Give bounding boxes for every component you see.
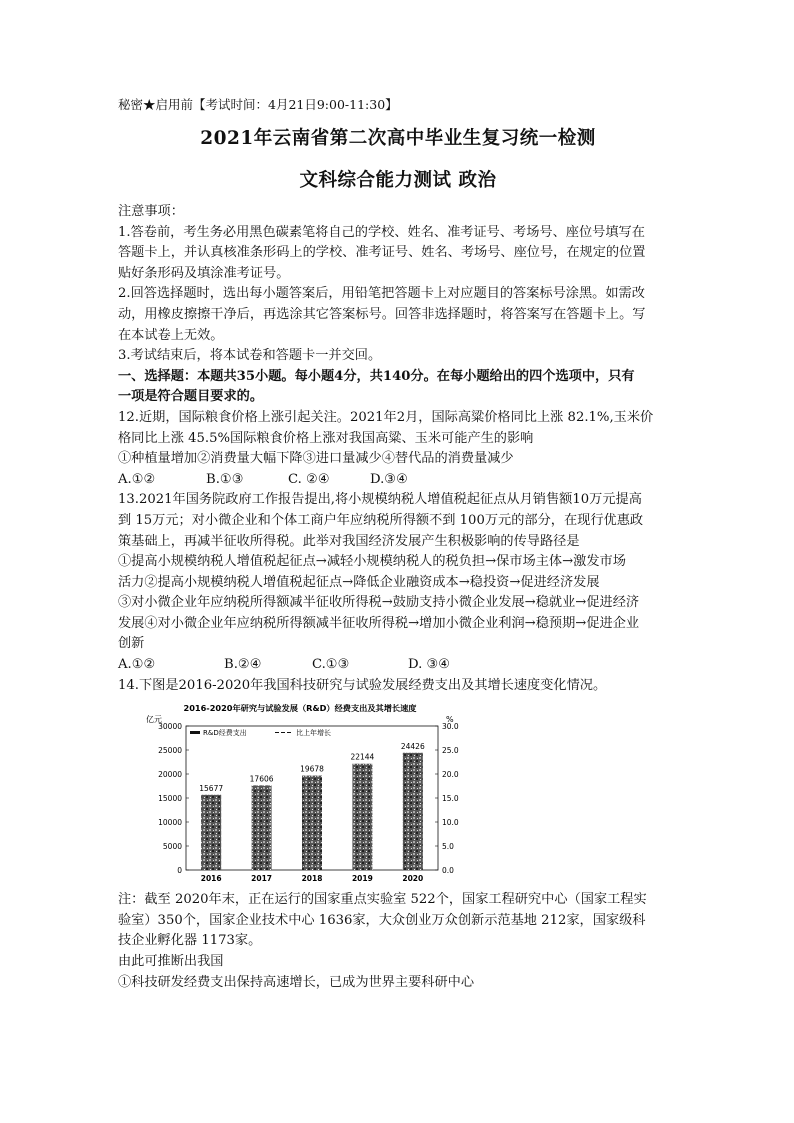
- category-label: 2020: [402, 874, 424, 884]
- right-tick-label: 0.0: [442, 866, 454, 876]
- category-label: 2018: [301, 874, 323, 884]
- q14-intro: 14.下图是2016-2020年我国科技研究与试验发展经费支出及其增长速度变化情况。: [118, 677, 607, 693]
- q12-line: 格同比上涨 45.5%国际粮食价格上涨对我国高粱、玉米可能产生的影响: [118, 430, 534, 446]
- section-heading-cont: 一项是符合题目要求的。: [118, 389, 264, 405]
- legend-bar-swatch: [190, 731, 200, 734]
- category-label: 2017: [251, 874, 273, 884]
- q12-options: [118, 470, 678, 491]
- section-heading: 一、选择题：本题共35小题。每小题4分，共140分。在每小题给出的四个选项中，只有: [118, 368, 635, 384]
- rd-chart-svg: [140, 700, 460, 890]
- chart-left-unit: 亿元: [146, 715, 162, 725]
- notice-line: 1.答卷前，考生务必用黑色碳素笔将自己的学校、姓名、准考证号、考场号、座位号填写在: [118, 224, 645, 240]
- left-tick-label: 30000: [158, 722, 182, 732]
- bar-value-label: 17606: [249, 774, 274, 784]
- chart-right-unit: %: [446, 715, 454, 725]
- right-tick-label: 30.0: [442, 722, 459, 732]
- left-tick-label: 0: [177, 866, 182, 876]
- left-tick-label: 20000: [158, 770, 182, 780]
- q12-option-d: D.③④: [370, 471, 408, 487]
- category-label: 2016: [200, 874, 222, 884]
- q14-note-line: 技企业孵化器 1173家。: [118, 933, 262, 949]
- rd-chart: [140, 700, 460, 890]
- rd-bar: [352, 764, 372, 870]
- exam-page: [118, 96, 678, 993]
- right-tick-label: 25.0: [442, 746, 459, 756]
- notice-line: 答题卡上，并认真核准条形码上的学校、准考证号、姓名、考场号、座位号，在规定的位置: [118, 245, 646, 261]
- notice-heading: 注意事项：: [118, 204, 184, 219]
- chart-legend: [190, 728, 331, 737]
- notice-line: 在本试卷上无效。: [118, 327, 224, 343]
- chart-title: 2016-2020年研究与试验发展（R&D）经费支出及其增长速度: [183, 703, 417, 714]
- legend-line-label: 比上年增长: [296, 729, 331, 738]
- q13-line: 策基础上，再减半征收所得税。此举对我国经济发展产生积极影响的传导路径是: [118, 533, 580, 549]
- bar-value-label: 19678: [300, 764, 324, 774]
- q13-line: 发展④对小微企业年应纳税所得额减半征收所得税→增加小微企业利润→稳预期→促进企业: [118, 615, 640, 631]
- left-tick-label: 5000: [162, 842, 182, 852]
- left-tick-label: 15000: [158, 794, 182, 804]
- q13-line: ③对小微企业年应纳税所得额减半征收所得税→鼓励支持小微企业发展→稳就业→促进经济: [118, 595, 640, 611]
- right-tick-label: 10.0: [442, 818, 459, 828]
- rd-bar: [252, 786, 272, 871]
- q13-option-b: B.②④: [224, 657, 262, 673]
- left-tick-label: 25000: [158, 746, 182, 756]
- rd-bar: [302, 776, 322, 870]
- q12-option-c: C. ②④: [288, 471, 330, 487]
- exam-title: 2021年云南省第二次高中毕业生复习统一检测: [200, 128, 596, 149]
- q13-line: 创新: [118, 636, 145, 652]
- bar-value-label: 22144: [350, 752, 375, 762]
- q13-line: 到 15万元；对小微企业和个体工商户年应纳税所得额不到 100万元的部分，在现行优惠政: [118, 512, 644, 528]
- bar-value-label: 15677: [199, 784, 224, 794]
- notice-line: 贴好条形码及填涂准考证号。: [118, 265, 290, 281]
- q12-option-a: A.①②: [118, 471, 156, 487]
- q14-note-line: 验室）350个，国家企业技术中心 1636家，大众创业万众创新示范基地 212家，国家级科: [118, 912, 646, 928]
- q12-line: 12.近期，国际粮食价格上涨引起关注。2021年2月，国际高粱价格同比上涨 82.1%,玉米价: [118, 409, 654, 425]
- right-tick-label: 15.0: [442, 794, 459, 804]
- q14-infer: 由此可推断出我国: [118, 954, 224, 970]
- right-tick-label: 5.0: [442, 842, 454, 852]
- legend-bar-label: R&D经费支出: [203, 729, 247, 738]
- q14-note-line: 注：截至 2020年末，正在运行的国家重点实验室 522个，国家工程研究中心（国家工程实: [118, 892, 647, 908]
- notice-line: 3.考试结束后，将本试卷和答题卡一并交回。: [118, 348, 382, 364]
- category-label: 2019: [351, 874, 373, 884]
- chart-bars: [199, 742, 425, 883]
- q13-option-a: A.①②: [118, 657, 156, 673]
- exam-subtitle: 文科综合能力测试 政治: [299, 170, 497, 191]
- secret-line: 秘密★启用前【考试时间：4月21日9:00-11:30】: [118, 97, 398, 112]
- right-tick-label: 20.0: [442, 770, 459, 780]
- q13-option-c: C.①③: [312, 657, 350, 673]
- bar-value-label: 24426: [400, 742, 425, 752]
- q12-option-b: B.①③: [206, 471, 244, 487]
- q13-line: 活力②提高小规模纳税人增值税起征点→降低企业融资成本→稳投资→促进经济发展: [118, 574, 600, 590]
- notice-line: 2.回答选择题时，选出每小题答案后，用铅笔把答题卡上对应题目的答案标号涂黑。如需改: [118, 286, 645, 302]
- q14-option-1: ①科技研发经费支出保持高速增长，已成为世界主要科研中心: [118, 974, 475, 990]
- q12-line: ①种植量增加②消费量大幅下降③进口量减少④替代品的消费量减少: [118, 451, 514, 467]
- q13-option-d: D. ③④: [408, 657, 451, 673]
- q13-options: [118, 655, 678, 676]
- rd-bar: [403, 753, 423, 870]
- left-tick-label: 10000: [158, 818, 182, 828]
- q13-line: ①提高小规模纳税人增值税起征点→减轻小规模纳税人的税负担→保市场主体→激发市场: [118, 554, 626, 570]
- q13-line: 13.2021年国务院政府工作报告提出,将小规模纳税人增值税起征点从月销售额10万元提高: [118, 492, 642, 508]
- notice-line: 动，用橡皮擦擦干净后，再选涂其它答案标号。回答非选择题时，将答案写在答题卡上。写: [118, 306, 646, 322]
- rd-bar: [201, 795, 221, 870]
